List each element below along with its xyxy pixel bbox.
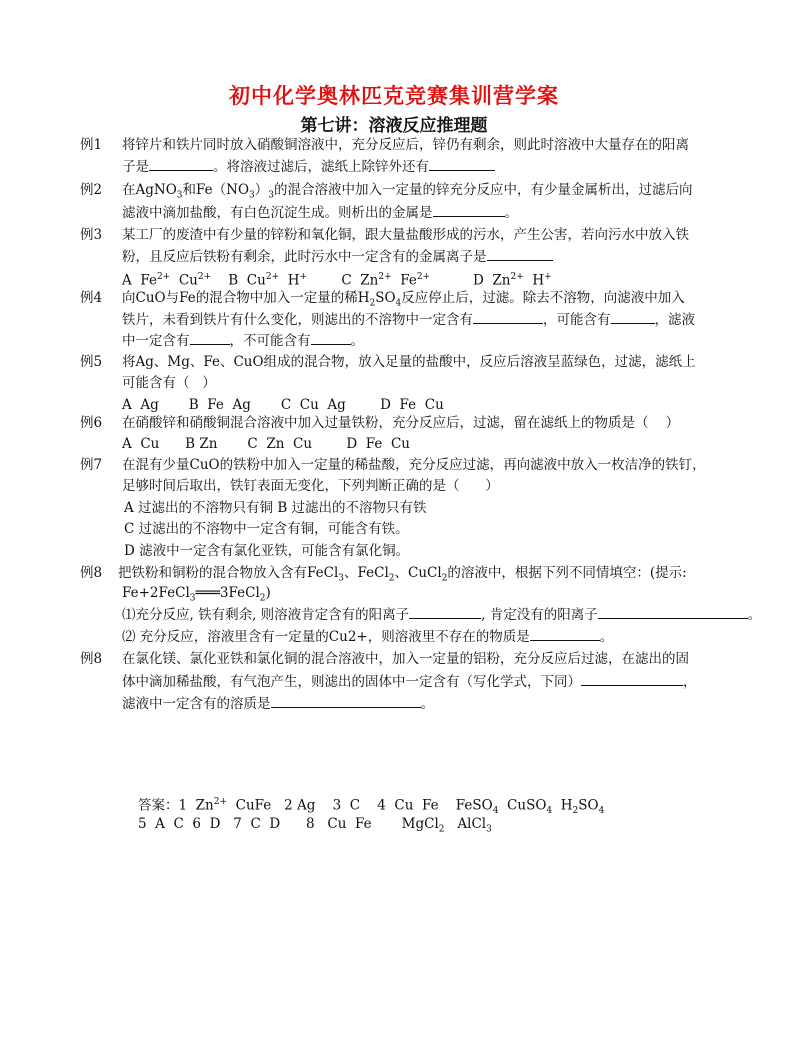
example-label: 例4	[80, 290, 103, 306]
example-line: ⑴充分反应, 铁有剩余, 则溶液肯定含有的阳离子 , 肯定没有的阳离子 。	[122, 607, 762, 623]
example-line: 足够时间后取出，铁钉表面无变化，下列判断正确的是（ ）	[122, 478, 499, 494]
example-line: 在混有少量CuO的铁粉中加入一定量的稀盐酸，充分反应过滤，再向滤液中放入一枚洁净的铁钉，	[122, 457, 706, 473]
example-label: 例2	[80, 182, 103, 198]
example-line: 滤液中一定含有的溶质是 。	[122, 696, 434, 712]
example-line: 粉，且反应后铁粉有剩余，此时污水中一定含有的金属离子是	[122, 247, 553, 266]
example-label: 例5	[80, 354, 103, 370]
example-label: 例6	[80, 415, 103, 431]
example-option: D 滤液中一定含有氯化亚铁，可能含有氯化铜。	[124, 543, 410, 559]
example-line: 在氯化镁、氯化亚铁和氯化铜的混合溶液中，加入一定量的铝粉，充分反应后过滤，在滤出的固	[122, 651, 689, 667]
example-line: ⑵ 充分反应，溶液里含有一定量的Cu2+，则溶液里不存在的物质是 。	[122, 629, 614, 645]
example-line: 将Ag、Mg、Fe、CuO组成的混合物，放入足量的盐酸中，反应后溶液呈蓝绿色，过滤，滤纸上	[122, 354, 696, 370]
example-line: 子是 。将溶液过滤后，滤纸上除锌外还有	[122, 157, 495, 176]
example-option: C 过滤出的不溶物中一定含有铜，可能含有铁。	[124, 521, 409, 537]
example-label: 例1	[80, 137, 103, 153]
example-label: 例8	[80, 651, 103, 667]
page-title: 初中化学奥林匹克竞赛集训营学案	[229, 83, 559, 108]
example-line: 把铁粉和铜粉的混合物放入含有FeCl$_3$、FeCl$_2$、CuCl$_2$的溶液中，根据下列不同情填空：(提示:	[118, 565, 687, 584]
example-line: 体中滴加稀盐酸，有气泡产生，则滤出的固体中一定含有（写化学式，下同） ，	[122, 674, 697, 690]
example-line: 中一定含有 ，不可能含有 。	[122, 333, 364, 349]
example-label: 例3	[80, 227, 103, 243]
example-options: A Cu B Zn C Zn Cu D Fe Cu	[122, 436, 410, 452]
example-line: 可能含有（ ）	[122, 375, 216, 391]
example-line: 某工厂的废渣中有少量的锌粉和氧化铜，跟大量盐酸形成的污水，产生公害，若向污水中放入铁	[122, 227, 689, 243]
example-line: 在AgNO$_3$和$Fe(NO_3)_3$的混合溶液中加入一定量的锌充分反应中，有少量金属析出，过滤后向	[122, 182, 693, 201]
answer-line-2: 5 A C 6 D 7 C D 8 Cu Fe MgCl$_2$ AlCl$_3$	[138, 816, 492, 835]
example-options: A Ag B Fe Ag C Cu Ag D Fe Cu	[122, 397, 444, 413]
example-line: 将锌片和铁片同时放入硝酸铜溶液中，充分反应后，锌仍有剩余，则此时溶液中大量存在的阳离	[122, 137, 689, 153]
answer-line-1: 答案：1 $Zn^{2+}$ CuFe 2 Ag 3 C 4 Cu Fe FeSO$_4$ CuSO$_4$ $H_2SO_4$	[138, 797, 605, 817]
lecture-title: 第七讲：溶液反应推理题	[300, 116, 488, 136]
example-option: A 过滤出的不溶物只有铜 B 过滤出的不溶物只有铁	[124, 500, 427, 516]
example-line: 铁片，未看到铁片有什么变化，则滤出的不溶物中一定含有 ，可能含有 ，滤液	[122, 312, 695, 328]
example-line: 滤液中滴加盐酸，有白色沉淀生成。则析出的金属是 。	[122, 205, 518, 221]
example-line: 向CuO与Fe的混合物中加入一定量的稀$H_2SO_4$反应停止后，过滤。除去不溶物，向滤液中加入	[122, 290, 685, 309]
example-line: Fe+2FeCl$_3$═══3FeCl$_2$)	[122, 585, 271, 604]
example-label: 例7	[80, 457, 103, 473]
example-line: 在硝酸锌和硝酸铜混合溶液中加入过量铁粉，充分反应后，过滤，留在滤纸上的物质是（ ）	[122, 415, 680, 431]
example-label: 例8	[80, 565, 103, 581]
example-options: A $Fe^{2+}$ $Cu^{2+}$ B $Cu^{2+}$ H+ C $Zn^{2+}$ $Fe^{2+}$ D $Zn^{2+}$ H+	[122, 272, 552, 289]
